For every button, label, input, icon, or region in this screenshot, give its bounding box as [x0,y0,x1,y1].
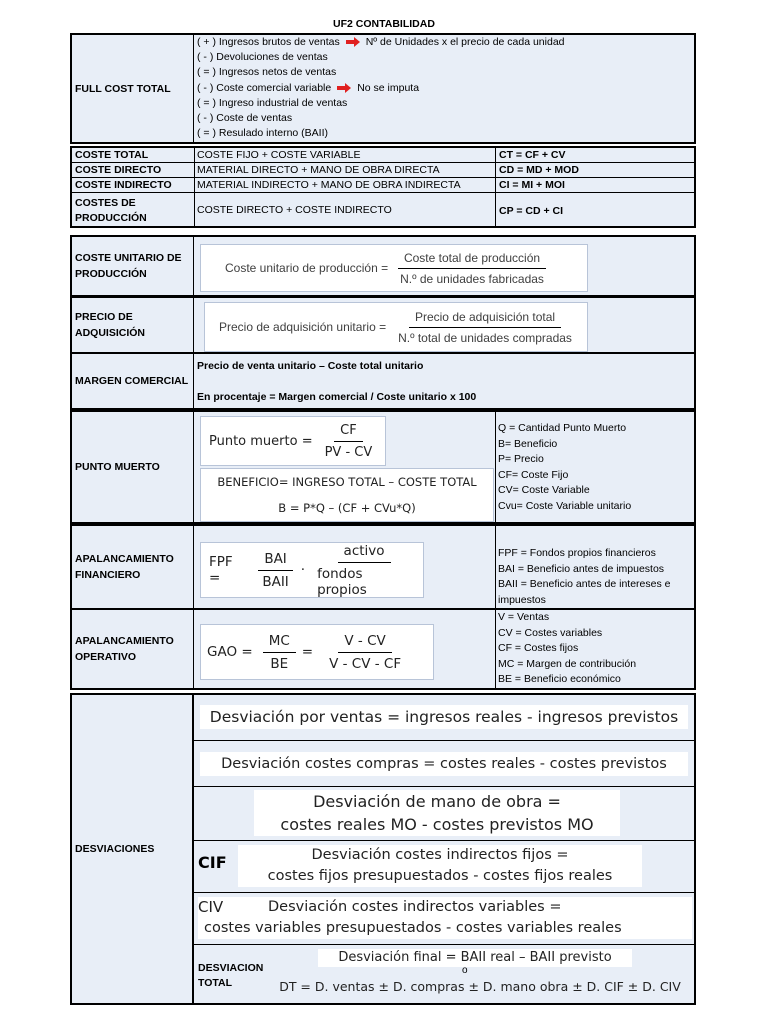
coste-row-abbr: CP = CD + CI [499,205,563,217]
apalancamiento-operativo-section [70,608,696,690]
full-cost-line: ( = ) Resulado interno (BAII) [197,127,329,140]
precio-adquisicion-section [70,296,696,354]
margen-comercial-section [70,352,696,410]
formula-denominator: N.º total de unidades compradas [398,330,572,345]
formula-denominator: BE [270,655,289,672]
full-cost-line: ( - ) Coste de ventas [197,111,293,124]
desviacion-total-label: DESVIACION TOTAL [198,962,264,989]
full-cost-lines [195,35,694,141]
desviacion-civ-line: Desviación costes indirectos variables = [268,899,562,915]
legend-line: BE = Beneficio económico [498,673,621,685]
desviacion-ventas: Desviación por ventas = ingresos reales - ingresos previstos [200,705,688,729]
legend-line: CV= Coste Variable [498,484,590,496]
desviacion-compras-row [194,741,694,787]
beneficio-b-formula: B = P*Q – (CF + CVu*Q) [278,501,416,515]
legend-line: CF = Costes fijos [498,642,579,654]
margen-line-1: Precio de venta unitario – Coste total unitario [197,360,424,372]
legend-line: Cvu= Coste Variable unitario [498,499,632,512]
desviacion-compras: Desviación costes compras = costes reales - costes previstos [200,752,688,776]
full-cost-line: ( - ) Coste comercial variable No se imputa [197,81,420,94]
cif-tag: CIF [198,853,227,872]
coste-row-label: COSTE TOTAL [75,149,149,161]
legend-line: impuestos [498,593,546,606]
formula-lhs: Punto muerto = [209,433,313,449]
desviacion-cif [238,845,642,887]
formula-denominator: BAII [262,573,289,590]
formula-numerator: activo [338,543,391,563]
formula-lhs: Coste unitario de producción = [225,261,389,275]
desviacion-civ-row [194,893,694,945]
legend-line: CV = Costes variables [498,626,603,639]
multiply-dot: · [300,562,306,578]
fpf-formula [200,542,424,598]
coste-unitario-label: COSTE UNITARIO DE PRODUCCIÓN [72,237,194,295]
apalancamiento-financiero-section [70,524,696,610]
legend-line: V = Ventas [498,611,550,623]
apalancamiento-operativo-label: APALANCAMIENTO OPERATIVO [72,610,194,688]
legend-line: Q = Cantidad Punto Muerto [498,422,627,434]
formula-numerator: CF [334,423,363,442]
coste-row-abbr: CI = MI + MOI [499,179,565,191]
desviacion-mo [254,790,620,836]
full-cost-line: ( = ) Ingreso industrial de ventas [197,96,348,109]
margen-line-2: En procentaje = Margen comercial / Coste unitario x 100 [197,391,477,403]
formula-lhs: GAO = [207,644,253,660]
formula-denominator: V - CV - CF [329,655,402,672]
civ-tag: CIV [198,898,224,916]
coste-row-def: MATERIAL DIRECTO + MANO DE OBRA DIRECTA [197,164,440,176]
apal-fin-legend [498,546,670,608]
desviacion-final: Desviación final = BAII real – BAII previsto [318,949,632,967]
desviacion-cif-line: Desviación costes indirectos fijos = [311,847,569,863]
legend-line: BAII = Beneficio antes de intereses e [498,578,671,590]
full-cost-line: ( = ) Ingresos netos de ventas [197,66,337,79]
desviacion-civ [198,897,692,939]
coste-row-label: COSTE INDIRECTO [75,179,172,191]
legend-line: BAI = Beneficio antes de impuestos [498,562,665,575]
legend-line: P= Precio [498,453,544,465]
desviacion-cif-line: costes fijos presupuestados - costes fijos reales [267,868,613,884]
coste-row [72,148,694,162]
formula-denominator: PV - CV [324,444,373,460]
formula-numerator: MC [263,633,296,653]
desviaciones-section [70,693,696,1005]
desviacion-ventas-row [194,695,694,741]
desviacion-mo-line: costes reales MO - costes previstos MO [280,815,594,834]
apalancamiento-financiero-label: APALANCAMIENTO FINANCIERO [72,526,194,608]
desviacion-mo-line: Desviación de mano de obra = [313,792,561,811]
formula-denominator: N.º de unidades fabricadas [400,271,544,286]
full-cost-line: ( + ) Ingresos brutos de ventas Nº de Unidades x el precio de cada unidad [197,36,565,48]
legend-line: MC = Margen de contribución [498,657,637,670]
coste-row-def: COSTE DIRECTO + COSTE INDIRECTO [197,204,392,216]
equals-sign: = [301,644,314,660]
coste-row-def: MATERIAL INDIRECTO + MANO DE OBRA INDIRECTA [197,179,461,191]
formula-denominator: fondos propios [317,565,367,598]
punto-muerto-legend [498,421,631,514]
legend-line: CF= Coste Fijo [498,468,569,481]
punto-muerto-label: PUNTO MUERTO [72,412,194,522]
formula-lhs: FPF = [209,554,233,586]
formula-lhs: Precio de adquisición unitario = [219,320,387,334]
coste-row-label: COSTE DIRECTO [75,164,162,176]
coste-unitario-section [70,235,696,297]
costes-table [70,146,696,228]
legend-line: FPF = Fondos propios financieros [498,547,656,559]
coste-row [72,178,694,192]
desviacion-mo-row [194,787,694,841]
full-cost-line: ( - ) Devoluciones de ventas [197,51,328,64]
coste-row [72,163,694,177]
precio-adquisicion-label: PRECIO DE ADQUISICIÓN [72,298,194,352]
desviacion-total-row [194,945,694,1003]
coste-row-def: COSTE FIJO + COSTE VARIABLE [197,149,361,161]
desviacion-total-formula: DT = D. ventas ± D. compras ± D. mano obra ± D. CIF ± D. CIV [279,979,681,994]
or-text: o [462,965,468,976]
punto-muerto-section [70,410,696,524]
arrow-right-icon [337,84,351,92]
punto-muerto-formula [200,416,386,466]
formula-numerator: BAI [258,551,292,571]
gao-formula [200,624,434,680]
arrow-right-icon [346,38,360,46]
coste-row-abbr: CD = MD + MOD [499,164,579,176]
apal-op-legend [498,610,636,688]
full-cost-note-imputa: No se imputa [357,81,420,94]
coste-unitario-formula [200,244,588,292]
desviacion-civ-line: costes variables presupuestados - costes variables reales [204,920,622,936]
coste-row [72,193,694,226]
document-title: UF2 CONTABILIDAD [333,18,435,30]
margen-comercial-label: MARGEN COMERCIAL [72,354,194,408]
full-cost-note-units: Nº de Unidades x el precio de cada unidad [365,36,565,48]
beneficio-formula [200,468,494,522]
beneficio-text: BENEFICIO= INGRESO TOTAL – COSTE TOTAL [217,475,477,489]
formula-numerator: Coste total de producción [398,251,546,269]
desviaciones-label: DESVIACIONES [72,695,194,1003]
coste-row-label: COSTES DE PRODUCCIÓN [75,197,147,224]
formula-numerator: Precio de adquisición total [409,310,561,328]
desviacion-cif-row [194,841,694,893]
coste-row-abbr: CT = CF + CV [499,149,566,161]
full-cost-label: FULL COST TOTAL [72,35,194,142]
formula-numerator: V - CV [338,633,391,653]
precio-adquisicion-formula [204,302,588,352]
legend-line: B= Beneficio [498,437,558,450]
full-cost-section [70,33,696,144]
